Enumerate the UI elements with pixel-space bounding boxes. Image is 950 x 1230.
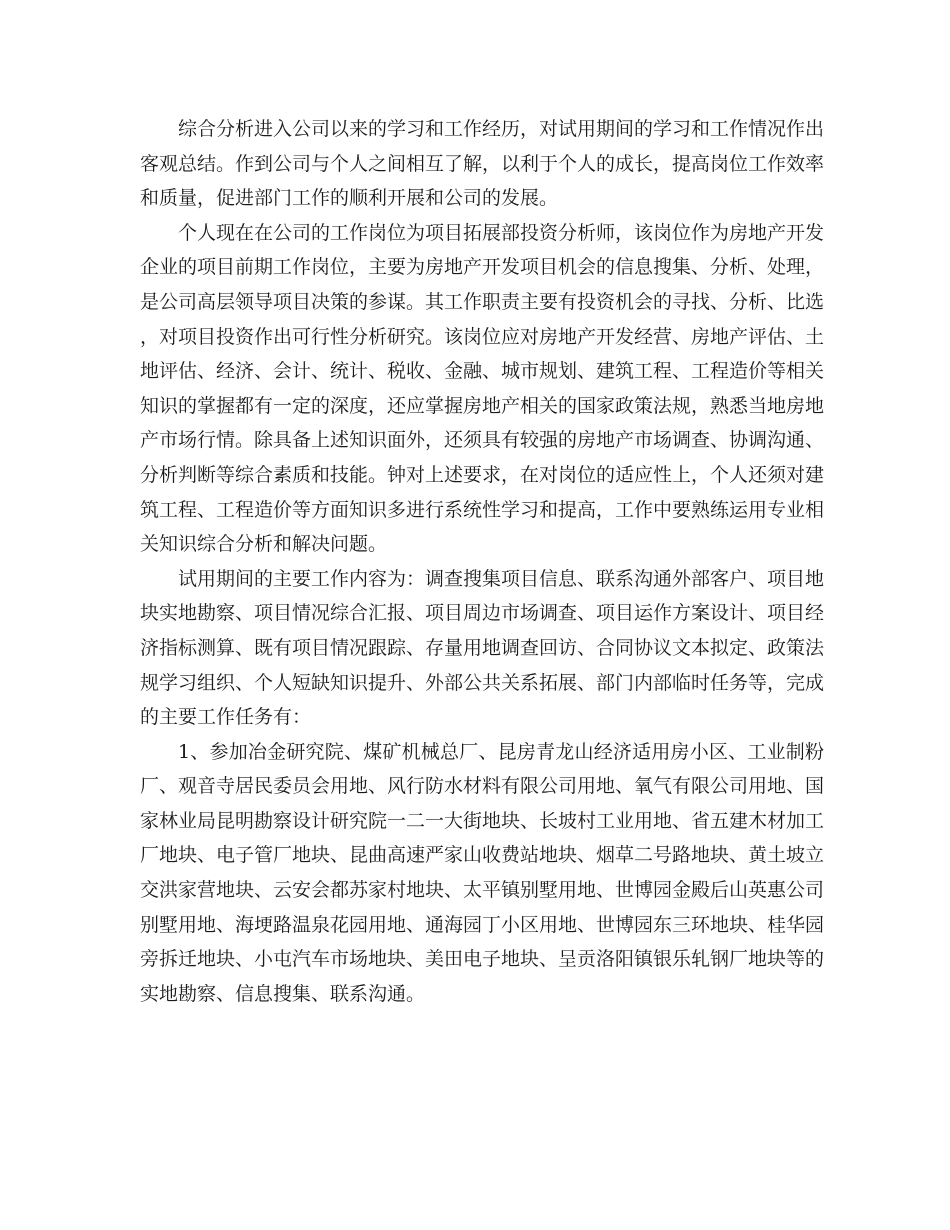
paragraph-intro: 综合分析进入公司以来的学习和工作经历，对试用期间的学习和工作情况作出客观总结。作到公司与个人之间相互了解，以利于个人的成长，提高岗位工作效率和质量，促进部门工作的顺利开展和公司的发展。 (140, 118, 825, 210)
document-body (140, 112, 824, 1011)
paragraph-main-work: 试用期间的主要工作内容为：调查搜集项目信息、联系沟通外部客户、项目地块实地勘察、项目情况综合汇报、项目周边市场调查、项目运作方案设计、项目经济指标测算、既有项目情况跟踪、存量用地调查回访、合同协议文本拟定、政策法规学习组织、个人短缺知识提升、外部公共关系拓展、部门内部临时任务等，完成的主要工作任务有： (140, 567, 825, 729)
paragraph-task-list-1: 1、参加冶金研究院、煤矿机械总厂、昆房青龙山经济适用房小区、工业制粉厂、观音寺居民委员会用地、风行防水材料有限公司用地、氧气有限公司用地、国家林业局昆明勘察设计研究院一二一大街地块、长坡村工业用地、省五建木材加工厂地块、电子管厂地块、昆曲高速严家山收费站地块、烟草二号路地块、黄土坡立交洪家营地块、云安会都苏家村地块、太平镇别墅用地、世博园金殿后山英惠公司别墅用地、海埂路温泉花园用地、通海园丁小区用地、世博园东三环地块、桂华园旁拆迁地块、小屯汽车市场地块、美田电子地块、呈贡洛阳镇银乐轧钢厂地块等的实地勘察、信息搜集、联系沟通。 (140, 740, 825, 1005)
paragraph-position-duties: 个人现在在公司的工作岗位为项目拓展部投资分析师，该岗位作为房地产开发企业的项目前期工作岗位，主要为房地产开发项目机会的信息搜集、分析、处理，是公司高层领导项目决策的参谋。其工作职责主要有投资机会的寻找、分析、比选，对项目投资作出可行性分析研究。该岗位应对房地产开发经营、房地产评估、土地评估、经济、会计、统计、税收、金融、城市规划、建筑工程、工程造价等相关知识的掌握都有一定的深度，还应掌握房地产相关的国家政策法规，熟悉当地房地产市场行情。除具备上述知识面外，还须具有较强的房地产市场调查、协调沟通、分析判断等综合素质和技能。钟对上述要求，在对岗位的适应性上，个人还须对建筑工程、工程造价等方面知识多进行系统性学习和提高，工作中要熟练运用专业相关知识综合分析和解决问题。 (140, 221, 825, 556)
